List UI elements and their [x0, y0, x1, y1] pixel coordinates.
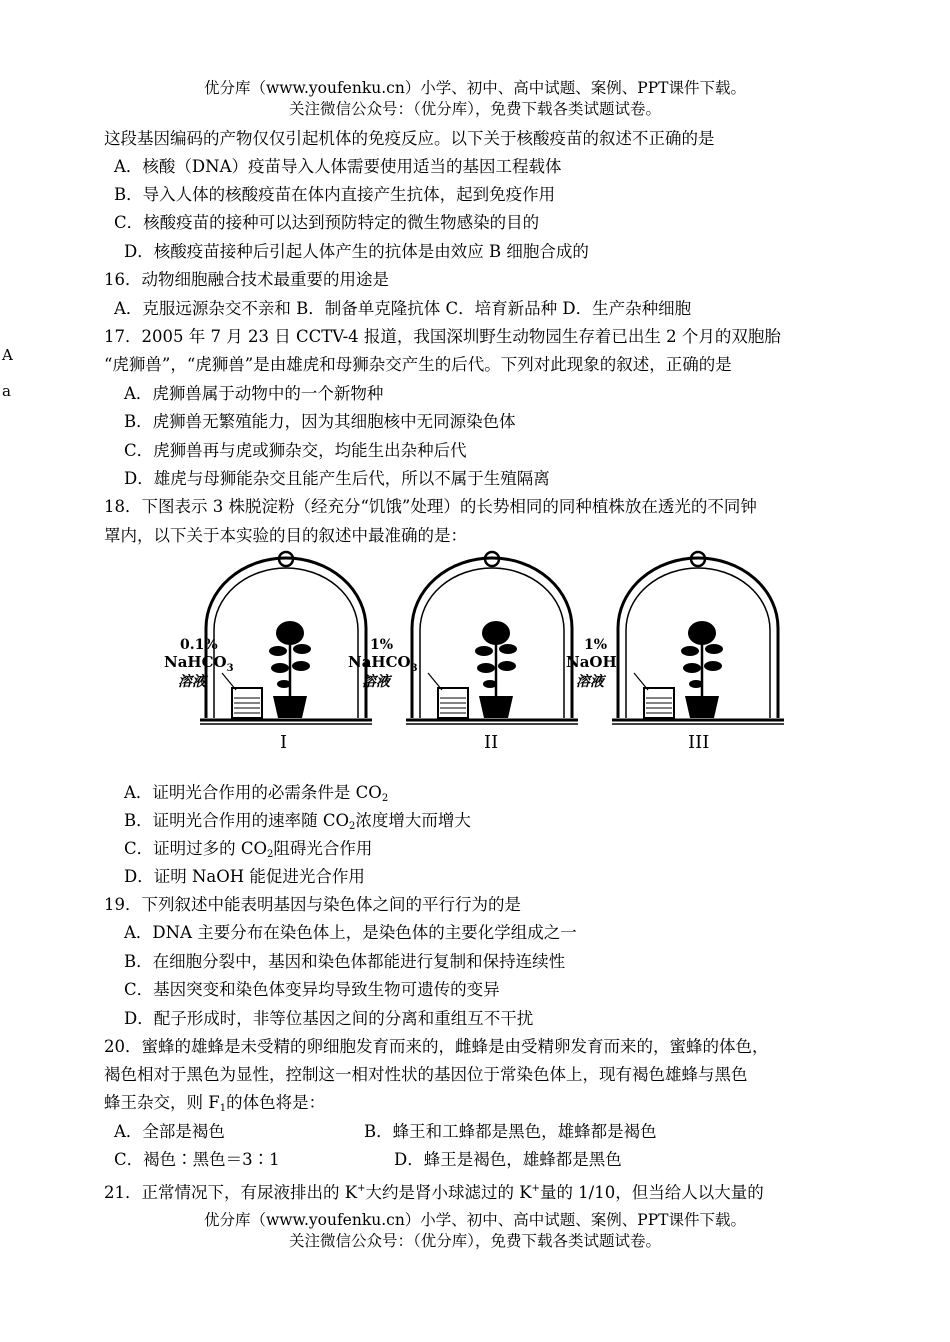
jar-1-concentration: 0.1% [180, 637, 218, 653]
q20-option-d: D．蜂王是褐色，雄蜂都是黑色 [394, 1150, 622, 1169]
q15-option-a: A．核酸（DNA）疫苗导入人体需要使用适当的基因工程载体 [114, 157, 562, 176]
q19-option-c: C．基因突变和染色体变异均导致生物可遗传的变异 [124, 980, 500, 999]
jar-2-solution-label: 溶液 [362, 674, 390, 690]
page-footer-line2: 关注微信公众号：（优分库），免费下载各类试题试卷。 [288, 1232, 661, 1250]
jar-1-chemical: NaHCO$_3$ [164, 653, 234, 674]
q15-option-c: C．核酸疫苗的接种可以达到预防特定的微生物感染的目的 [114, 213, 540, 232]
q16-options: A．克服远源杂交不亲和 B．制备单克隆抗体 C．培育新品种 D．生产杂种细胞 [114, 299, 692, 318]
jar-2-numeral: II [484, 732, 499, 753]
q20-stem-line1: 20．蜜蜂的雄蜂是未受精的卵细胞发育而来的，雌蜂是由受精卵发育而来的，蜜蜂的体色， [104, 1037, 769, 1056]
q18-stem-line1: 18．下图表示 3 株脱淀粉（经充分“饥饿”处理）的长势相同的同种植株放在透光的不同钟 [104, 497, 757, 516]
margin-mark-a-upper: A [2, 346, 13, 364]
jar-3-solution-label: 溶液 [576, 674, 604, 690]
jar-3-numeral: III [688, 732, 710, 753]
page-footer-line1: 优分库（www.youfenku.cn）小学、初中、高中试题、案例、PPT课件下载。 [203, 1211, 747, 1229]
q18-option-c: C．证明过多的 $CO_2$阻碍光合作用 [124, 839, 373, 860]
q18-stem-line2: 罩内，以下关于本实验的目的叙述中最准确的是： [104, 526, 467, 545]
q15-option-b: B．导入人体的核酸疫苗在体内直接产生抗体，起到免疫作用 [114, 185, 556, 204]
q17-option-d: D．雄虎与母狮能杂交且能产生后代，所以不属于生殖隔离 [124, 469, 550, 488]
q17-stem-line1: 17．2005 年 7 月 23 日 CCTV-4 报道，我国深圳野生动物园生存着已出生 2 个月的双胞胎 [104, 327, 781, 346]
q18-option-b: B．证明光合作用的速率随 $CO_2$浓度增大而增大 [124, 811, 471, 832]
page-header-line1: 优分库（www.youfenku.cn）小学、初中、高中试题、案例、PPT课件下载。 [203, 79, 747, 97]
jar-1-numeral: I [280, 732, 288, 753]
bell-jar-1 [164, 552, 372, 753]
q18-option-d: D．证明 NaOH 能促进光合作用 [124, 867, 365, 886]
margin-mark-a-lower: a [2, 382, 11, 400]
jar-2-concentration: 1% [370, 637, 394, 653]
page-header-line2: 关注微信公众号：（优分库），免费下载各类试题试卷。 [288, 100, 661, 118]
q19-stem: 19．下列叙述中能表明基因与染色体之间的平行行为的是 [104, 895, 521, 914]
jar-3-chemical: NaOH [566, 653, 617, 671]
bell-jar-2 [348, 552, 578, 753]
q20-stem-line2: 褐色相对于黑色为显性，控制这一相对性状的基因位于常染色体上，现有褐色雄蜂与黑色 [104, 1065, 748, 1084]
q20-option-c: C．褐色∶黑色＝3∶1 [114, 1150, 280, 1169]
q17-option-a: A．虎狮兽属于动物中的一个新物种 [124, 384, 384, 403]
q19-option-a: A．DNA 主要分布在染色体上，是染色体的主要化学组成之一 [124, 923, 577, 942]
bell-jar-experiment-figure [140, 548, 790, 758]
q16-stem: 16．动物细胞融合技术最重要的用途是 [104, 270, 389, 289]
q17-option-c: C．虎狮兽再与虎或狮杂交，均能生出杂种后代 [124, 441, 467, 460]
q21-stem: 21．正常情况下，有尿液排出的 K+大约是肾小球滤过的 K+量的 1/10，但当给人以大量的 [104, 1183, 764, 1202]
q15-option-d: D．核酸疫苗接种后引起人体产生的抗体是由效应 B 细胞合成的 [124, 242, 589, 261]
jar-2-chemical: NaHCO$_3$ [348, 653, 418, 674]
q19-option-b: B．在细胞分裂中，基因和染色体都能进行复制和保持连续性 [124, 952, 566, 971]
q20-stem-line3: 蜂王杂交，则 $F_1$的体色将是： [104, 1093, 326, 1114]
jar-3-concentration: 1% [584, 637, 608, 653]
q20-option-a: A．全部是褐色 [114, 1122, 225, 1141]
q19-option-d: D．配子形成时，非等位基因之间的分离和重组互不干扰 [124, 1009, 534, 1028]
q18-option-a: A．证明光合作用的必需条件是 $CO_2$ [124, 783, 389, 804]
q15-stem: 这段基因编码的产物仅仅引起机体的免疫反应。以下关于核酸疫苗的叙述不正确的是 [104, 129, 715, 148]
q17-option-b: B．虎狮兽无繁殖能力，因为其细胞核中无同源染色体 [124, 412, 516, 431]
jar-1-solution-label: 溶液 [178, 674, 206, 690]
bell-jar-3 [566, 552, 784, 753]
q20-option-b: B．蜂王和工蜂都是黑色，雄蜂都是褐色 [364, 1122, 657, 1141]
q17-stem-line2: “虎狮兽”，“虎狮兽”是由雄虎和母狮杂交产生的后代。下列对此现象的叙述，正确的是 [104, 355, 732, 374]
